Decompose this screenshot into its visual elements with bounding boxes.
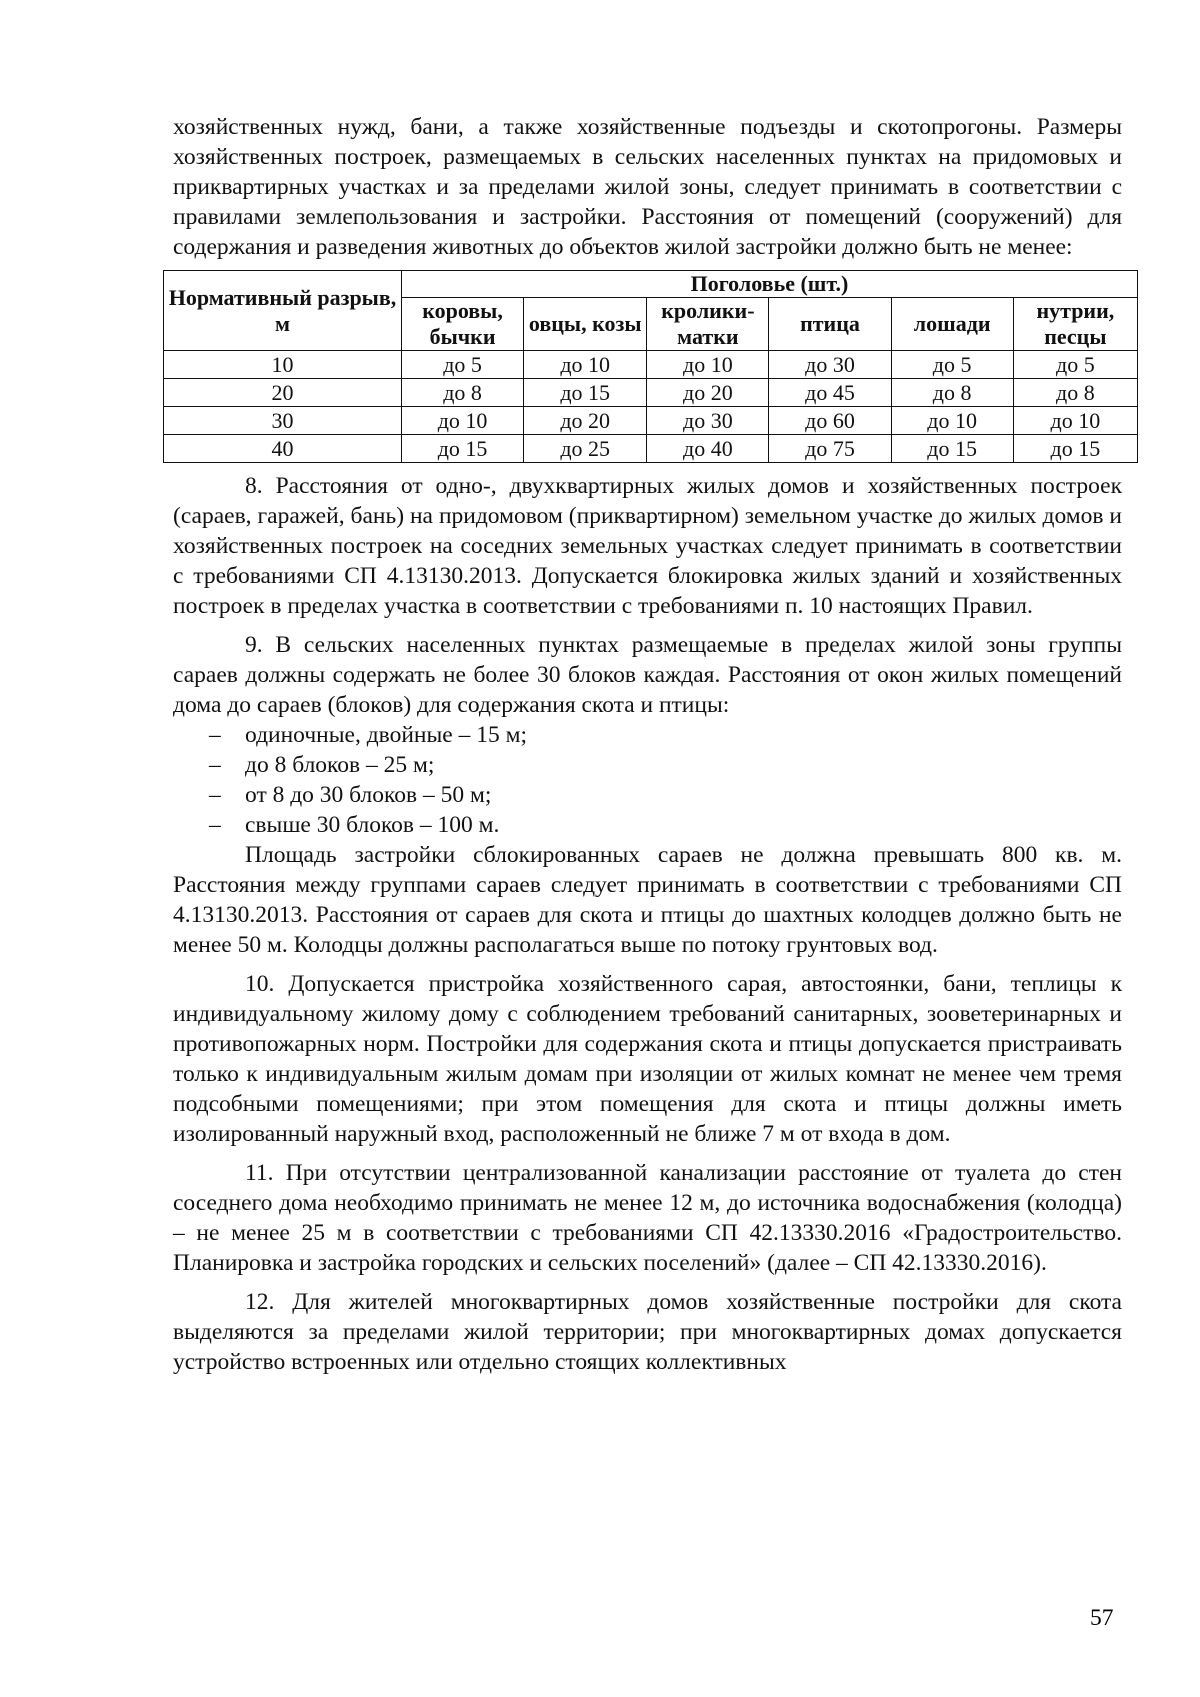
table-cell: до 40: [647, 435, 769, 463]
section-9-after-paragraph: Площадь застройки сблокированных сараев не должна превышать 800 кв. м. Расстояния между группами сараев следует принимать в соответствии с требованиями СП 4.13130.2013. Расстояния от сараев для скота и птицы до шахтных колодцев должно быть не менее 50 м. Колодцы должны располагаться выше по потоку грунтовых вод.: [173, 842, 1122, 958]
header-distance: Нормативный разрыв, м: [164, 271, 402, 351]
dash-marker: –: [209, 722, 221, 748]
table-cell: до 10: [891, 407, 1013, 435]
table-cell: 40: [164, 435, 402, 463]
table-row: [164, 407, 1138, 435]
intro-paragraph: хозяйственных нужд, бани, а также хозяйственные подъезды и скотопрогоны. Размеры хозяйственных построек, размещаемых в сельских населенных пунктах на придомовых и приквартирных участках и за пределами жилой зоны, следует принимать в соответствии с правилами землепользования и застройки. Расстояния от помещений (сооружений) для содержания и разведения животных до объектов жилой застройки должно быть не менее:: [173, 114, 1122, 260]
list-item-text: свыше 30 блоков – 100 м.: [245, 812, 500, 838]
table-cell: до 15: [1013, 435, 1137, 463]
table-cell: до 5: [891, 351, 1013, 379]
table-cell: 10: [164, 351, 402, 379]
table-cell: до 15: [401, 435, 523, 463]
section-12-paragraph: 12. Для жителей многоквартирных домов хозяйственные постройки для скота выделяются за пределами жилой территории; при многоквартирных домах допускается устройство встроенных или отдельно стоящих коллективных: [173, 1289, 1122, 1375]
table-row: [164, 435, 1138, 463]
table-cell: 20: [164, 379, 402, 407]
header-col: кролики-матки: [647, 298, 769, 351]
table-cell: до 8: [891, 379, 1013, 407]
table-cell: до 10: [401, 407, 523, 435]
header-col: нутрии, песцы: [1013, 298, 1137, 351]
list-item: [173, 720, 1122, 750]
header-col: овцы, козы: [524, 298, 647, 351]
list-item: [173, 750, 1122, 780]
table-cell: до 10: [647, 351, 769, 379]
shed-distance-list: [173, 720, 1122, 840]
livestock-distance-table: [163, 270, 1138, 463]
section-8-paragraph: 8. Расстояния от одно-, двухквартирных жилых домов и хозяйственных построек (сараев, гаражей, бань) на придомовом (приквартирном) земельном участке до жилых домов и хозяйственных построек на соседних земельных участках следует принимать в соответствии с требованиями СП 4.13130.2013. Допускается блокировка жилых зданий и хозяйственных построек в пределах участка в соответствии с требованиями п. 10 настоящих Правил.: [173, 473, 1122, 619]
table-cell: до 10: [1013, 407, 1137, 435]
header-col: лошади: [891, 298, 1013, 351]
header-col: птица: [769, 298, 891, 351]
table-cell: до 60: [769, 407, 891, 435]
section-9-paragraph: 9. В сельских населенных пунктах размещаемые в пределах жилой зоны группы сараев должны содержать не более 30 блоков каждая. Расстояния от окон жилых помещений дома до сараев (блоков) для содержания скота и птицы:: [173, 632, 1122, 718]
list-item: [173, 780, 1122, 810]
dash-marker: –: [209, 812, 221, 838]
table-cell: до 75: [769, 435, 891, 463]
table-row: [164, 351, 1138, 379]
list-item-text: от 8 до 30 блоков – 50 м;: [245, 782, 492, 808]
section-10-paragraph: 10. Допускается пристройка хозяйственного сарая, автостоянки, бани, теплицы к индивидуальному жилому дому с соблюдением требований санитарных, зооветеринарных и противопожарных норм. Постройки для содержания скота и птицы допускается пристраивать только к индивидуальным жилым домам при изоляции от жилых комнат не менее чем тремя подсобными помещениями; при этом помещения для скота и птицы должны иметь изолированный наружный вход, расположенный не ближе 7 м от входа в дом.: [173, 971, 1122, 1147]
header-col: коровы, бычки: [401, 298, 523, 351]
section-11-paragraph: 11. При отсутствии централизованной канализации расстояние от туалета до стен соседнего дома необходимо принимать не менее 12 м, до источника водоснабжения (колодца) – не менее 25 м в соответствии с требованиями СП 42.13330.2016 «Градостроительство. Планировка и застройка городских и сельских поселений» (далее – СП 42.13330.2016).: [173, 1160, 1122, 1276]
list-item-text: до 8 блоков – 25 м;: [245, 752, 435, 778]
table-cell: до 20: [647, 379, 769, 407]
table-cell: до 25: [524, 435, 647, 463]
list-item-text: одиночные, двойные – 15 м;: [245, 722, 527, 748]
table-cell: до 20: [524, 407, 647, 435]
table-cell: до 5: [401, 351, 523, 379]
table-cell: до 30: [769, 351, 891, 379]
table-cell: до 5: [1013, 351, 1137, 379]
dash-marker: –: [209, 752, 221, 778]
table-cell: до 15: [524, 379, 647, 407]
page-number: 57: [1090, 1605, 1114, 1631]
list-item: [173, 810, 1122, 840]
dash-marker: –: [209, 782, 221, 808]
table-cell: 30: [164, 407, 402, 435]
table-cell: до 30: [647, 407, 769, 435]
table-row: [164, 379, 1138, 407]
table-header-row: [164, 271, 1138, 298]
table-cell: до 10: [524, 351, 647, 379]
table-cell: до 8: [1013, 379, 1137, 407]
table-cell: до 45: [769, 379, 891, 407]
table-cell: до 8: [401, 379, 523, 407]
document-page: [168, 112, 1122, 1377]
header-livestock-group: Поголовье (шт.): [401, 271, 1137, 298]
table-cell: до 15: [891, 435, 1013, 463]
